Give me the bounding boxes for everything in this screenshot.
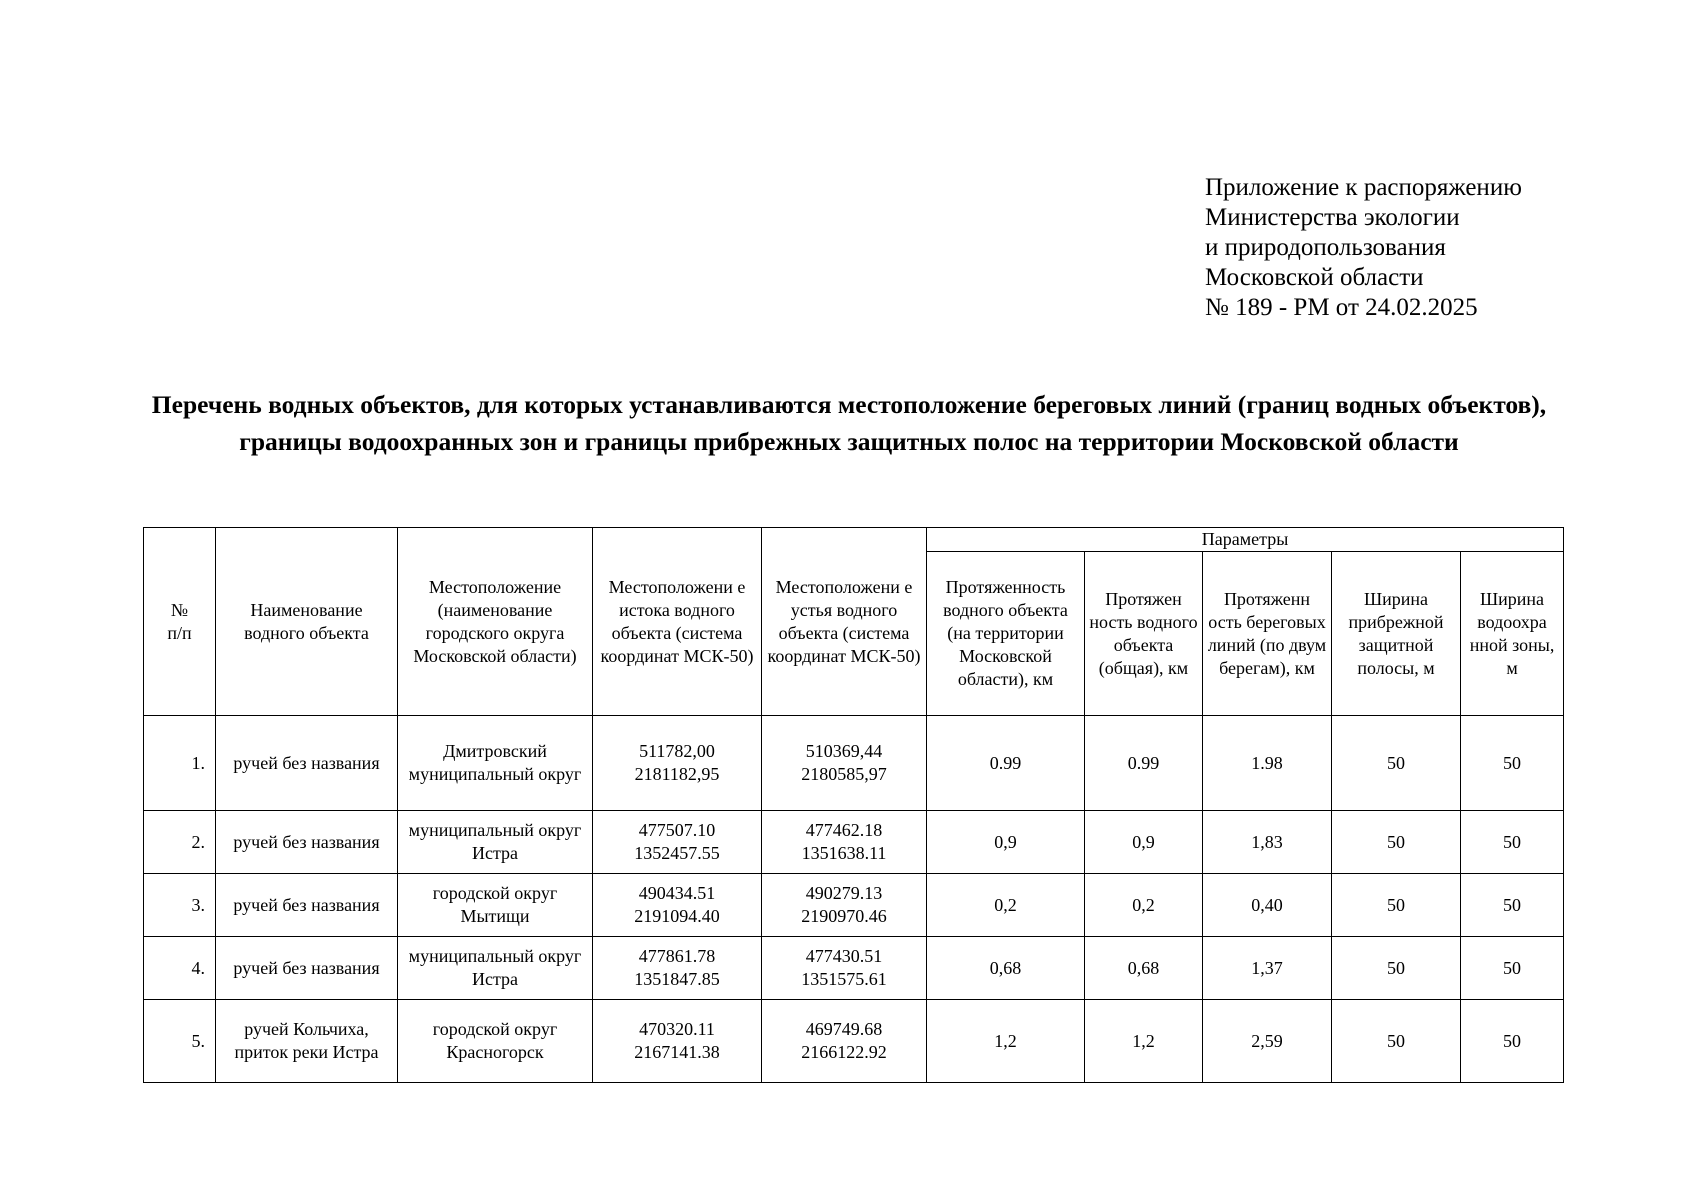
cell-length-mo: 1,2 [927,1000,1085,1083]
cell-length-mo: 0,68 [927,937,1085,1000]
table-body [144,716,1564,1083]
cell-length-total: 0,2 [1085,874,1203,937]
cell-mouth-coords: 477462.18 1351638.11 [762,811,927,874]
cell-coastal-strip-width: 50 [1332,937,1461,1000]
cell-source-coords: 511782,00 2181182,95 [593,716,762,811]
cell-location: муниципальный округ Истра [398,937,593,1000]
appendix-line: и природопользования [1205,234,1446,261]
cell-num: 3. [144,874,216,937]
cell-name: ручей без названия [216,811,398,874]
header-length-total: Протяжен ность водного объекта (общая), км [1085,552,1203,716]
appendix-reference [1205,173,1522,323]
cell-water-zone-width: 50 [1461,811,1564,874]
cell-mouth-coords: 490279.13 2190970.46 [762,874,927,937]
header-source-coords: Местоположени е истока водного объекта (система координат МСК-50) [593,528,762,716]
cell-mouth-coords: 477430.51 1351575.61 [762,937,927,1000]
water-objects-table [143,527,1564,1083]
document-title: Перечень водных объектов, для которых устанавливаются местоположение береговых линий (границ водных объектов), границы водоохранных зон и границы прибрежных защитных полос на территории Московской области [151,390,1547,456]
header-parameters: Параметры [927,528,1564,552]
cell-length-mo: 0,9 [927,811,1085,874]
appendix-line: № 189 - РМ от 24.02.2025 [1205,294,1478,321]
cell-water-zone-width: 50 [1461,937,1564,1000]
cell-length-mo: 0.99 [927,716,1085,811]
cell-num: 2. [144,811,216,874]
cell-location: городской округ Мытищи [398,874,593,937]
appendix-line: Московской области [1205,264,1424,291]
cell-length-total: 0,9 [1085,811,1203,874]
appendix-line: Министерства экологии [1205,204,1460,231]
cell-name: ручей без названия [216,874,398,937]
table-row [144,874,1564,937]
cell-shoreline-length: 0,40 [1203,874,1332,937]
cell-shoreline-length: 1,83 [1203,811,1332,874]
cell-mouth-coords: 469749.68 2166122.92 [762,1000,927,1083]
table-row [144,1000,1564,1083]
cell-source-coords: 477507.10 1352457.55 [593,811,762,874]
cell-coastal-strip-width: 50 [1332,716,1461,811]
cell-shoreline-length: 2,59 [1203,1000,1332,1083]
cell-num: 5. [144,1000,216,1083]
header-num: № п/п [144,528,216,716]
cell-shoreline-length: 1.98 [1203,716,1332,811]
table-row [144,937,1564,1000]
cell-num: 1. [144,716,216,811]
cell-water-zone-width: 50 [1461,874,1564,937]
cell-name: ручей Кольчиха, приток реки Истра [216,1000,398,1083]
header-coastal-strip-width: Ширина прибрежной защитной полосы, м [1332,552,1461,716]
header-mouth-coords: Местоположени е устья водного объекта (система координат МСК-50) [762,528,927,716]
header-length-mo: Протяженность водного объекта (на территории Московской области), км [927,552,1085,716]
cell-coastal-strip-width: 50 [1332,811,1461,874]
cell-water-zone-width: 50 [1461,1000,1564,1083]
cell-source-coords: 490434.51 2191094.40 [593,874,762,937]
cell-location: Дмитровский муниципальный округ [398,716,593,811]
header-shoreline-length: Протяженн ость береговых линий (по двум берегам), км [1203,552,1332,716]
cell-coastal-strip-width: 50 [1332,1000,1461,1083]
header-name: Наименование водного объекта [216,528,398,716]
cell-mouth-coords: 510369,44 2180585,97 [762,716,927,811]
cell-coastal-strip-width: 50 [1332,874,1461,937]
cell-length-total: 0.99 [1085,716,1203,811]
cell-water-zone-width: 50 [1461,716,1564,811]
header-water-zone-width: Ширина водоохра нной зоны, м [1461,552,1564,716]
cell-num: 4. [144,937,216,1000]
cell-length-total: 0,68 [1085,937,1203,1000]
cell-location: городской округ Красногорск [398,1000,593,1083]
cell-length-mo: 0,2 [927,874,1085,937]
cell-name: ручей без названия [216,937,398,1000]
cell-shoreline-length: 1,37 [1203,937,1332,1000]
table-header [144,528,1564,716]
table-row [144,811,1564,874]
cell-source-coords: 477861.78 1351847.85 [593,937,762,1000]
cell-source-coords: 470320.11 2167141.38 [593,1000,762,1083]
cell-name: ручей без названия [216,716,398,811]
header-location: Местоположение (наименование городского округа Московской области) [398,528,593,716]
appendix-line: Приложение к распоряжению [1205,174,1522,201]
cell-location: муниципальный округ Истра [398,811,593,874]
cell-length-total: 1,2 [1085,1000,1203,1083]
table-row [144,716,1564,811]
